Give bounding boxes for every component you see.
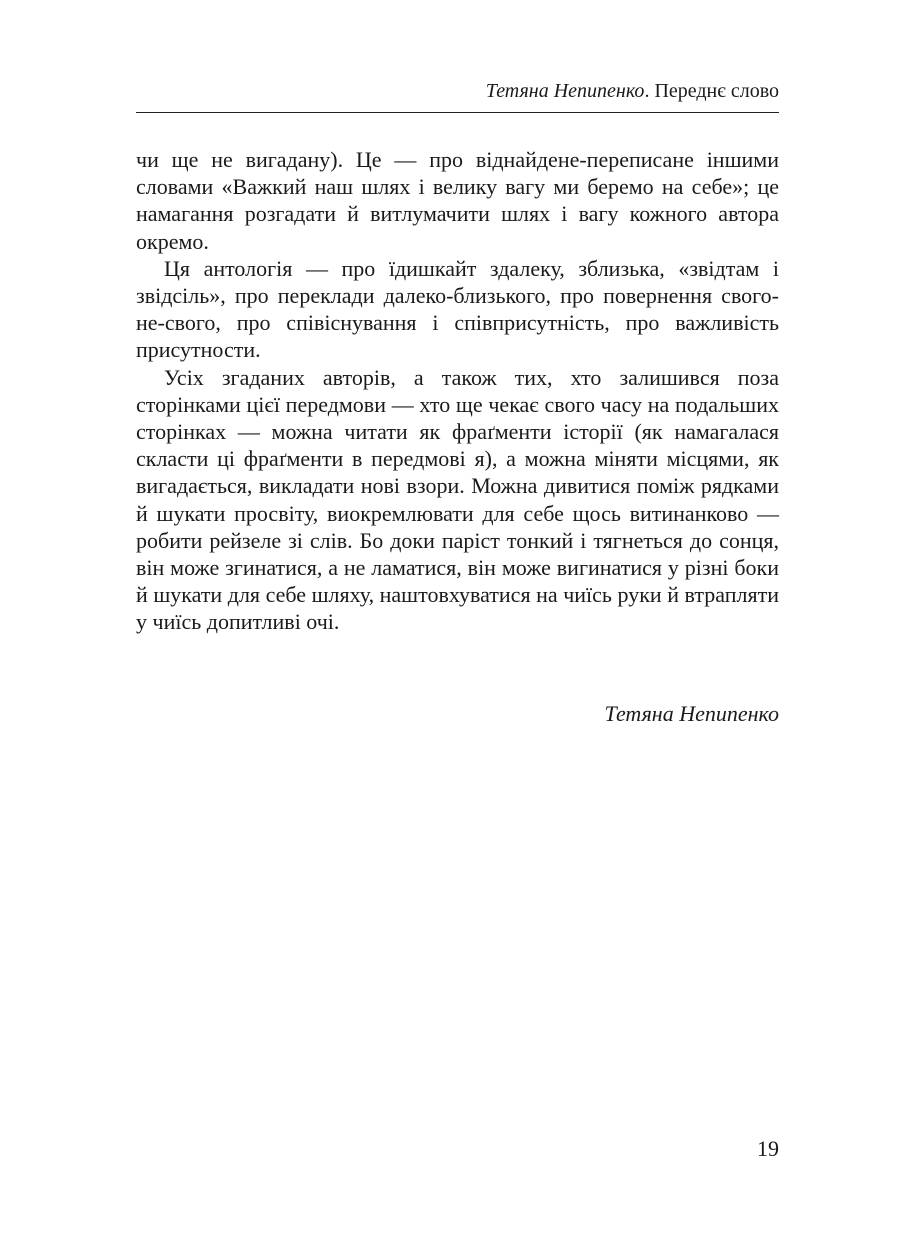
body-text [136,146,779,636]
running-head-separator: . [644,80,655,102]
signature: Тетяна Непипенко [604,701,779,726]
paragraph: Усіх згаданих авторів, а також тих, хто залишився поза сторінками цієї передмови — хто ще чекає свого часу на подальших сторінках — можна читати як фраґменти історії (як намагалася скласти ці фраґменти в передмові я), а можна міняти місцями, як вигадається, викладати нові взори. Можна дивитися поміж рядками й шукати просвіту, виокремлювати для себе щось витинанково — робити рейзеле зі слів. Бо доки паріст тонкий і тягнеться до сонця, він може згинатися, а не ламатися, він може вигинатися у різні боки й шукати для себе шляху, наштовхуватися на чиїсь руки й втрапляти у чиїсь допитливі очі. [136,364,779,635]
paragraph: чи ще не вигадану). Це — про віднайдене-переписане іншими словами «Важкий наш шлях і велику вагу ми беремо на себе»; це намагання розгадати й витлумачити шлях і вагу кожного автора окремо. [136,147,779,254]
running-head-author: Тетяна Непипенко [485,80,645,102]
paragraph: Ця антологія — про їдишкайт здалеку, зблизька, «звідтам і звідсіль», про переклади далеко-близького, про повернення свого-не-свого, про співіснування і співприсутність, про важливість присутности. [136,255,779,363]
running-head-title: Переднє слово [654,80,779,102]
header-rule [136,112,779,113]
page-number: 19 [757,1136,779,1161]
running-head [136,78,779,104]
